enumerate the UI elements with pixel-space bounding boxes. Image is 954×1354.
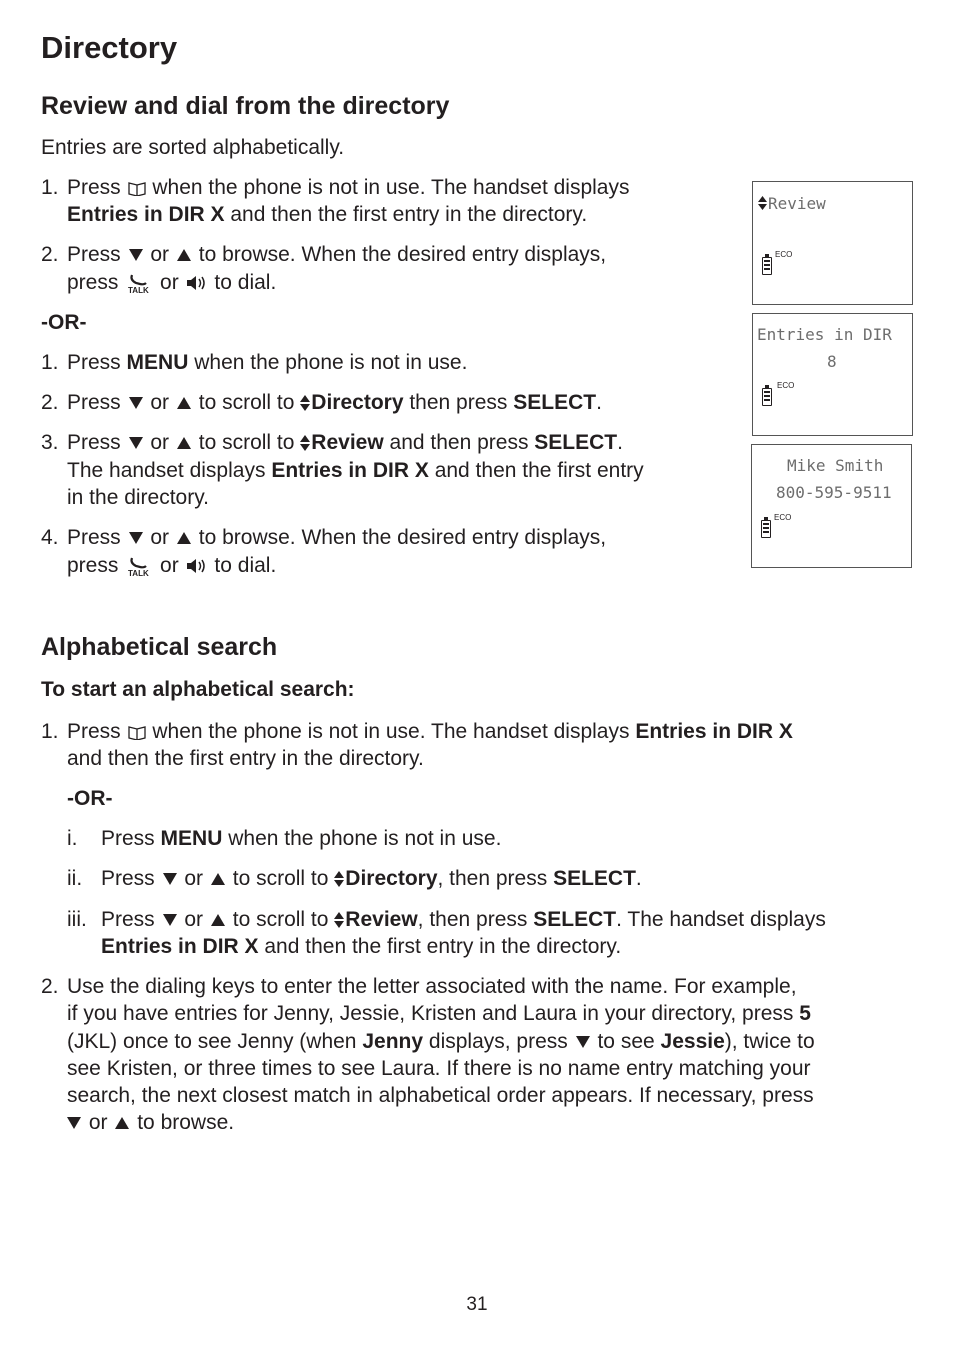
substep-text: Press or to scroll to Review, then press SELECT. The handset displays	[101, 908, 826, 931]
page-title: Directory	[41, 30, 178, 65]
handset-screen-entry	[751, 444, 912, 568]
step-number: 4.	[41, 526, 59, 549]
step-text: or to browse.	[67, 1109, 234, 1137]
svg-text:TALK: TALK	[128, 286, 149, 295]
or-label: -OR-	[41, 311, 87, 334]
step-number: 1.	[41, 176, 59, 199]
down-arrow-icon	[163, 873, 177, 885]
screen-text: Review	[768, 194, 826, 213]
substep-text: Press or to scroll to Directory, then press SELECT.	[101, 867, 642, 890]
down-arrow-icon	[576, 1036, 590, 1048]
up-arrow-icon	[177, 532, 191, 544]
scroll-arrows-icon	[300, 395, 310, 411]
step-text: press TALK or to dial.	[67, 271, 277, 295]
step-text: Use the dialing keys to enter the letter associated with the name. For example,	[67, 975, 797, 998]
scroll-arrows-icon	[334, 871, 344, 887]
directory-book-icon	[127, 724, 147, 740]
step-text: The handset displays Entries in DIR X and then the first entry	[67, 459, 644, 482]
talk-key-icon	[124, 555, 154, 577]
section-heading-review: Review and dial from the directory	[41, 92, 450, 120]
section-heading-alpha: Alphabetical search	[41, 633, 278, 661]
substep-number: i.	[67, 827, 78, 850]
step-number: 1.	[41, 351, 59, 374]
down-arrow-icon	[129, 397, 143, 409]
step-text: Press or to browse. When the desired entry displays,	[67, 243, 607, 266]
step-text: (JKL) once to see Jenny (when Jenny displays, press to see Jessie), twice to	[67, 1030, 815, 1053]
down-arrow-icon	[129, 437, 143, 449]
down-arrow-icon	[163, 914, 177, 926]
down-arrow-icon	[129, 532, 143, 544]
step-text: and then the first entry in the directory.	[67, 747, 424, 770]
substep-text: Entries in DIR X and then the first entry in the directory.	[101, 935, 622, 958]
step-number: 2.	[41, 975, 59, 998]
step-number: 2.	[41, 391, 59, 414]
handset-screen-entries	[752, 313, 913, 436]
subheading: To start an alphabetical search:	[41, 678, 355, 701]
up-arrow-icon	[115, 1117, 129, 1129]
step-text: press TALK or to dial.	[67, 554, 277, 578]
step-text: if you have entries for Jenny, Jessie, Kristen and Laura in your directory, press 5	[67, 1002, 811, 1025]
scroll-arrows-icon	[300, 435, 310, 451]
screen-text: 800-595-9511	[776, 483, 892, 502]
up-arrow-icon	[177, 437, 191, 449]
screen-text: Entries in DIR	[757, 325, 892, 344]
step-text: Press MENU when the phone is not in use.	[67, 351, 468, 374]
battery-icon	[762, 257, 772, 275]
up-arrow-icon	[211, 873, 225, 885]
step-text: Press or to browse. When the desired entry displays,	[67, 526, 607, 549]
eco-indicator: ECO	[777, 381, 795, 390]
up-arrow-icon	[177, 397, 191, 409]
speaker-icon	[185, 557, 209, 575]
intro-text: Entries are sorted alphabetically.	[41, 136, 345, 159]
down-arrow-icon	[67, 1117, 81, 1129]
down-arrow-icon	[129, 249, 143, 261]
substep-text: Press MENU when the phone is not in use.	[101, 827, 502, 850]
screen-text: 8	[827, 352, 837, 371]
battery-icon	[762, 388, 772, 406]
substep-number: ii.	[67, 867, 83, 890]
step-text: Press or to scroll to Directory then press SELECT.	[67, 391, 602, 414]
eco-indicator: ECO	[774, 513, 792, 522]
up-arrow-icon	[177, 249, 191, 261]
step-text: search, the next closest match in alphabetical order appears. If necessary, press	[67, 1084, 814, 1107]
step-number: 3.	[41, 431, 59, 454]
battery-icon	[761, 520, 771, 538]
step-number: 2.	[41, 243, 59, 266]
eco-indicator: ECO	[775, 250, 793, 259]
screen-text: Mike Smith	[787, 456, 884, 475]
substep-number: iii.	[67, 908, 87, 931]
step-number: 1.	[41, 720, 59, 743]
step-text: Press when the phone is not in use. The handset displays Entries in DIR X	[67, 720, 793, 743]
scroll-arrows-icon	[334, 912, 344, 928]
handset-screen-review	[752, 181, 913, 305]
svg-text:TALK: TALK	[128, 569, 149, 578]
or-label: -OR-	[67, 787, 113, 810]
speaker-icon	[185, 274, 209, 292]
up-arrow-icon	[211, 914, 225, 926]
talk-key-icon	[124, 272, 154, 294]
step-text: see Kristen, or three times to see Laura. If there is no name entry matching your	[67, 1057, 811, 1080]
directory-book-icon	[127, 180, 147, 196]
step-text: Entries in DIR X and then the first entry in the directory.	[67, 203, 588, 226]
scroll-arrows-icon	[758, 196, 767, 210]
step-text: in the directory.	[67, 486, 210, 509]
step-text: Press or to scroll to Review and then press SELECT.	[67, 431, 623, 454]
step-text: Press when the phone is not in use. The handset displays	[67, 176, 630, 199]
page-number: 31	[466, 1294, 488, 1315]
